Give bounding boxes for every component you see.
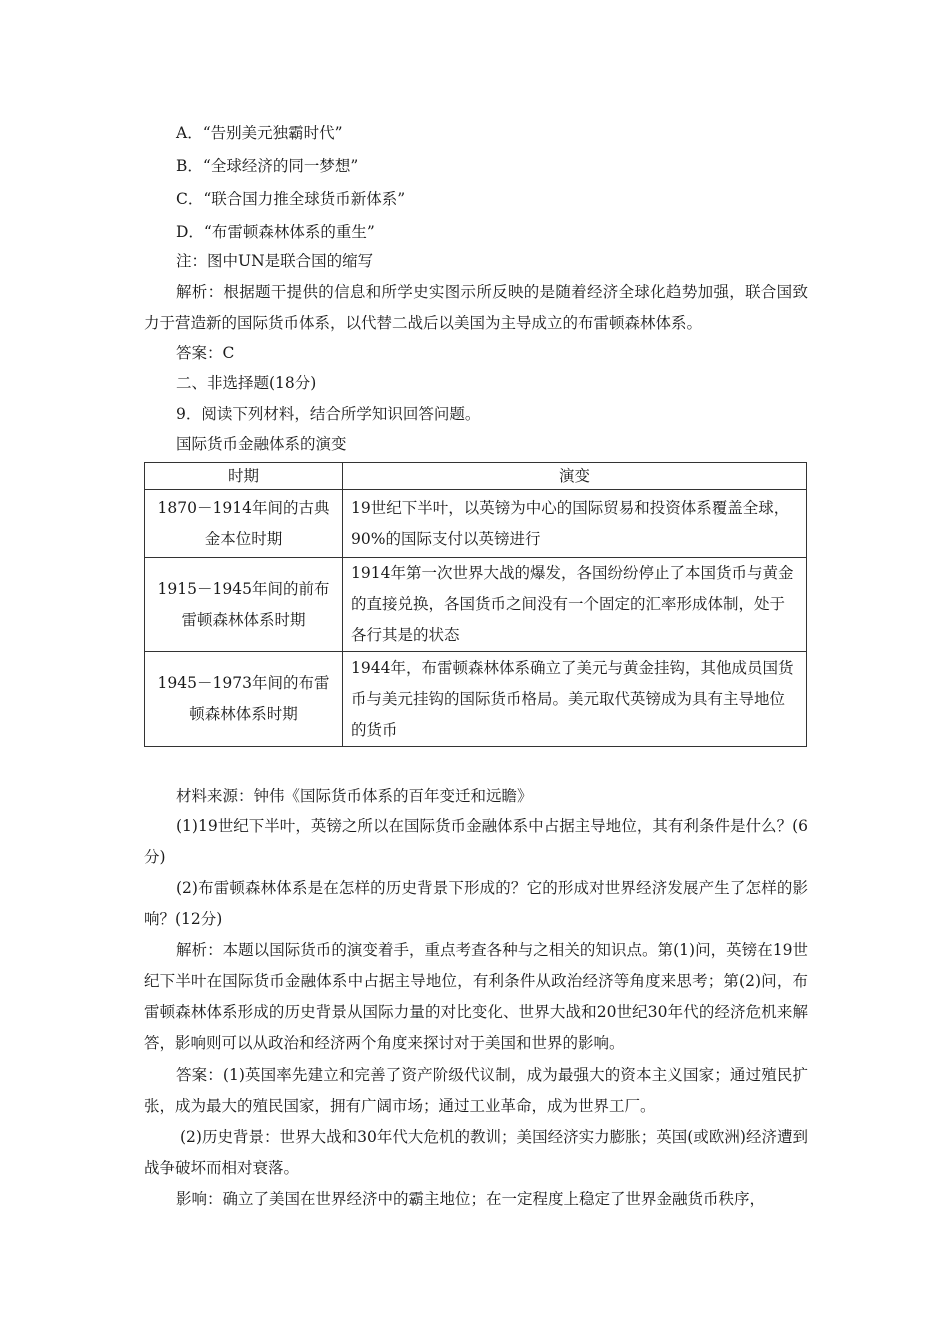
figure-note: 注：图中UN是联合国的缩写 xyxy=(176,252,374,270)
table-header-row xyxy=(145,463,807,490)
period-cell: 1945－1973年间的布雷顿森林体系时期 xyxy=(145,652,343,747)
q9-answer-3: 影响：确立了美国在世界经济中的霸主地位；在一定程度上稳定了世界金融货币秩序， xyxy=(176,1190,766,1208)
option-d: D．“布雷顿森林体系的重生” xyxy=(176,223,375,241)
table-title: 国际货币金融体系的演变 xyxy=(176,435,347,453)
evolution-cell: 19世纪下半叶，以英镑为中心的国际贸易和投资体系覆盖全球，90%的国际支付以英镑进行 xyxy=(343,490,807,558)
evolution-cell: 1944年，布雷顿森林体系确立了美元与黄金挂钩，其他成员国货币与美元挂钩的国际货币格局。美元取代英镑成为具有主导地位的货币 xyxy=(343,652,807,747)
table-row xyxy=(145,490,807,558)
table-row xyxy=(145,652,807,747)
q8-answer: 答案：C xyxy=(176,344,235,362)
q8-analysis: 解析：根据题干提供的信息和所学史实图示所反映的是随着经济全球化趋势加强，联合国致力于营造新的国际货币体系，以代替二战后以美国为主导成立的布雷顿森林体系。 xyxy=(144,283,808,332)
q9-part-1: (1)19世纪下半叶，英镑之所以在国际货币金融体系中占据主导地位，其有利条件是什么？(6分) xyxy=(144,817,808,866)
q9-answer-1: 答案：(1)英国率先建立和完善了资产阶级代议制，成为最强大的资本主义国家；通过殖民扩张，成为最大的殖民国家，拥有广阔市场；通过工业革命，成为世界工厂。 xyxy=(144,1066,808,1115)
period-cell: 1915－1945年间的前布雷顿森林体系时期 xyxy=(145,558,343,652)
option-a: A．“告别美元独霸时代” xyxy=(176,124,343,142)
header-period: 时期 xyxy=(145,463,343,490)
period-cell: 1870－1914年间的古典金本位时期 xyxy=(145,490,343,558)
q9-analysis: 解析：本题以国际货币的演变着手，重点考查各种与之相关的知识点。第(1)问，英镑在19世纪下半叶在国际货币金融体系中占据主导地位，有利条件从政治经济等角度来思考；第(2)问，布雷顿森林体系形成的历史背景从国际力量的对比变化、世界大战和20世纪30年代的经济危机来解答，影响则可以从政治和经济两个角度来探讨对于美国和世界的影响。 xyxy=(144,941,808,1052)
option-b: B．“全球经济的同一梦想” xyxy=(176,157,359,175)
evolution-table xyxy=(144,462,807,747)
header-evolution: 演变 xyxy=(343,463,807,490)
evolution-cell: 1914年第一次世界大战的爆发，各国纷纷停止了本国货币与黄金的直接兑换，各国货币之间没有一个固定的汇率形成体制，处于各行其是的状态 xyxy=(343,558,807,652)
q9-answer-2: (2)历史背景：世界大战和30年代大危机的教训；美国经济实力膨胀；英国(或欧洲)经济遭到战争破坏而相对衰落。 xyxy=(144,1128,808,1177)
option-c: C．“联合国力推全球货币新体系” xyxy=(176,190,406,208)
q9-prompt: 9．阅读下列材料，结合所学知识回答问题。 xyxy=(176,405,481,423)
section-title: 二、非选择题(18分) xyxy=(176,374,317,392)
material-source: 材料来源：钟伟《国际货币体系的百年变迁和远瞻》 xyxy=(176,787,533,805)
q9-part-2: (2)布雷顿森林体系是在怎样的历史背景下形成的？它的形成对世界经济发展产生了怎样的影响？(12分) xyxy=(144,879,808,928)
table-row xyxy=(145,558,807,652)
